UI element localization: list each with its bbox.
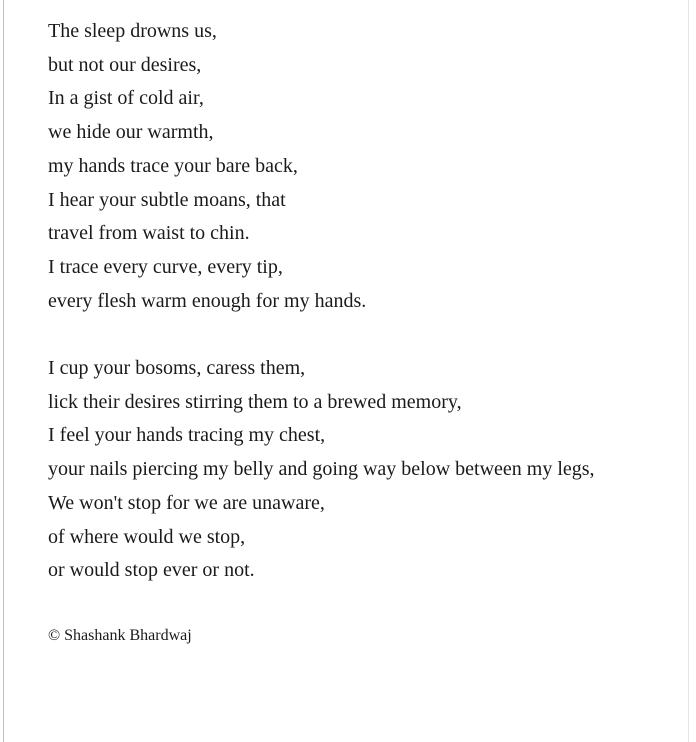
stanza-break [48, 318, 678, 352]
poem-line: I trace every curve, every tip, [48, 255, 283, 278]
stanza-2 [48, 352, 678, 588]
poem-line: every flesh warm enough for my hands. [48, 289, 367, 312]
poem-line: or would stop ever or not. [48, 559, 255, 582]
poem-line: In a gist of cold air, [48, 87, 204, 110]
poem-line: of where would we stop, [48, 525, 246, 548]
poem-line: but not our desires, [48, 53, 202, 76]
poem-line: lick their desires stirring them to a brewed memory, [48, 390, 462, 413]
poem-line: my hands trace your bare back, [48, 154, 298, 177]
poem-line: The sleep drowns us, [48, 20, 217, 42]
poem-body [48, 15, 678, 588]
poem-line: We won't stop for we are unaware, [48, 491, 325, 514]
poem-line: I cup your bosoms, caress them, [48, 357, 306, 380]
poem-line: we hide our warmth, [48, 121, 214, 144]
copyright-notice: © Shashank Bhardwaj [48, 627, 192, 644]
poem-line: I hear your subtle moans, that [48, 188, 286, 211]
poem-line: I feel your hands tracing my chest, [48, 424, 326, 447]
stanza-1 [48, 15, 678, 318]
page-left-border [3, 0, 4, 742]
poem-line: travel from waist to chin. [48, 222, 250, 245]
page-right-border [688, 0, 689, 742]
poem-line: your nails piercing my belly and going way below between my legs, [48, 458, 595, 481]
